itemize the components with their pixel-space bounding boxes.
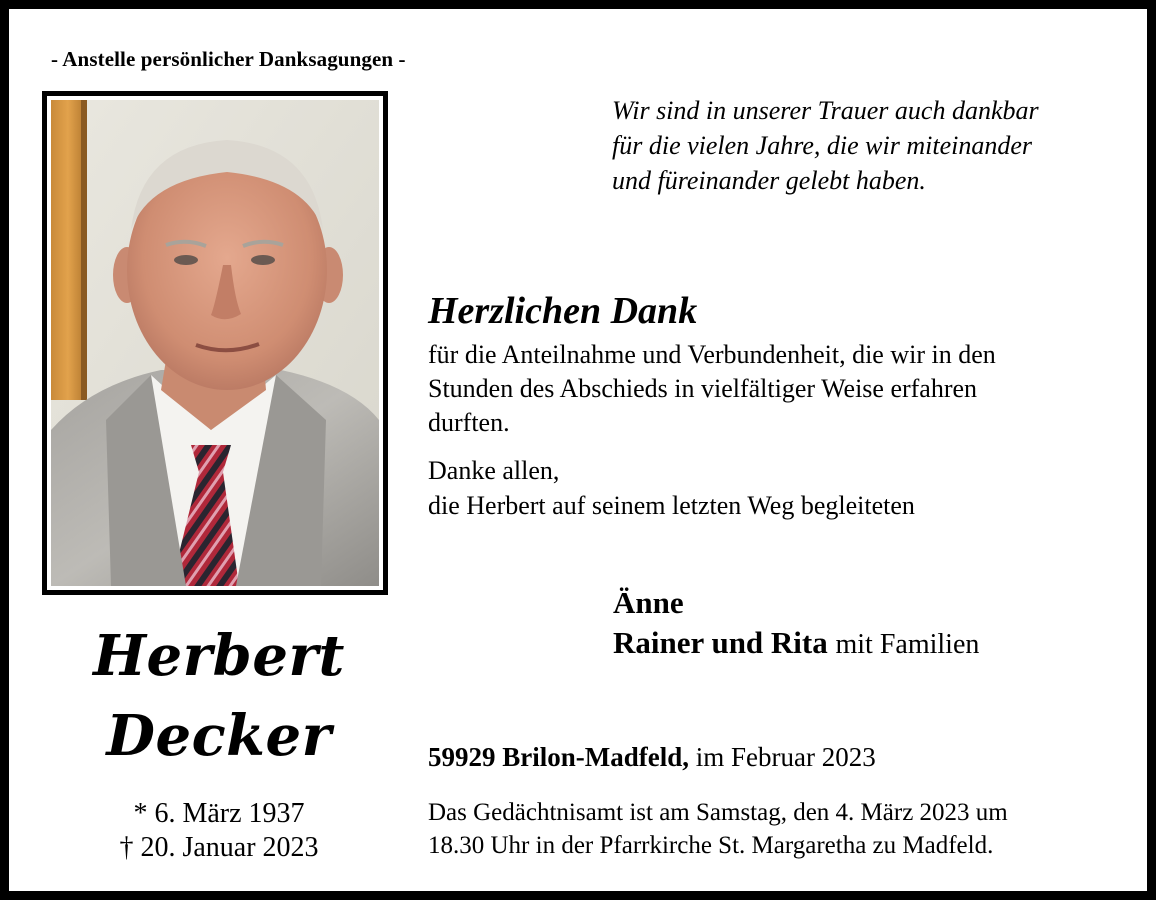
thanks-closing (428, 453, 915, 523)
service-line: 18.30 Uhr in der Pfarrkirche St. Margaretha zu Madfeld. (428, 832, 994, 859)
place-date: im Februar 2023 (695, 742, 876, 772)
deceased-first-name: Herbert (93, 623, 345, 689)
thanks-heading: Herzlichen Dank (428, 290, 698, 332)
family-name-2: Rainer und Rita (613, 625, 828, 660)
portrait-photo-frame (42, 91, 388, 595)
family-name-1: Änne (613, 585, 684, 620)
quote-line: und füreinander gelebt haben. (612, 166, 926, 195)
portrait-photo (51, 100, 379, 586)
service-line: Das Gedächtnisamt ist am Samstag, den 4. März 2023 um (428, 799, 1008, 826)
closing-line: die Herbert auf seinem letzten Weg begleiteten (428, 491, 915, 520)
paragraph-line: durften. (428, 408, 510, 437)
quote-line: für die vielen Jahre, die wir miteinander (612, 131, 1032, 160)
family-signature (613, 583, 979, 665)
family-suffix: mit Familien (835, 629, 980, 660)
header-title: - Anstelle persönlicher Danksagungen - (51, 47, 406, 71)
deceased-last-name: Decker (106, 703, 332, 769)
paragraph-line: Stunden des Abschieds in vielfältiger Weise erfahren (428, 374, 978, 403)
thanks-paragraph (428, 338, 996, 440)
death-date: † 20. Januar 2023 (119, 832, 319, 863)
memorial-service-info (428, 796, 1008, 862)
quote-line: Wir sind in unserer Trauer auch dankbar (612, 96, 1039, 125)
birth-date: * 6. März 1937 (133, 798, 305, 829)
paragraph-line: für die Anteilnahme und Verbundenheit, die wir in den (428, 340, 996, 369)
place-name: 59929 Brilon-Madfeld, (428, 742, 689, 772)
closing-line: Danke allen, (428, 456, 560, 485)
quote (612, 93, 1039, 198)
portrait-illustration (51, 100, 379, 586)
place-date-line (428, 742, 876, 773)
life-dates (89, 797, 349, 865)
